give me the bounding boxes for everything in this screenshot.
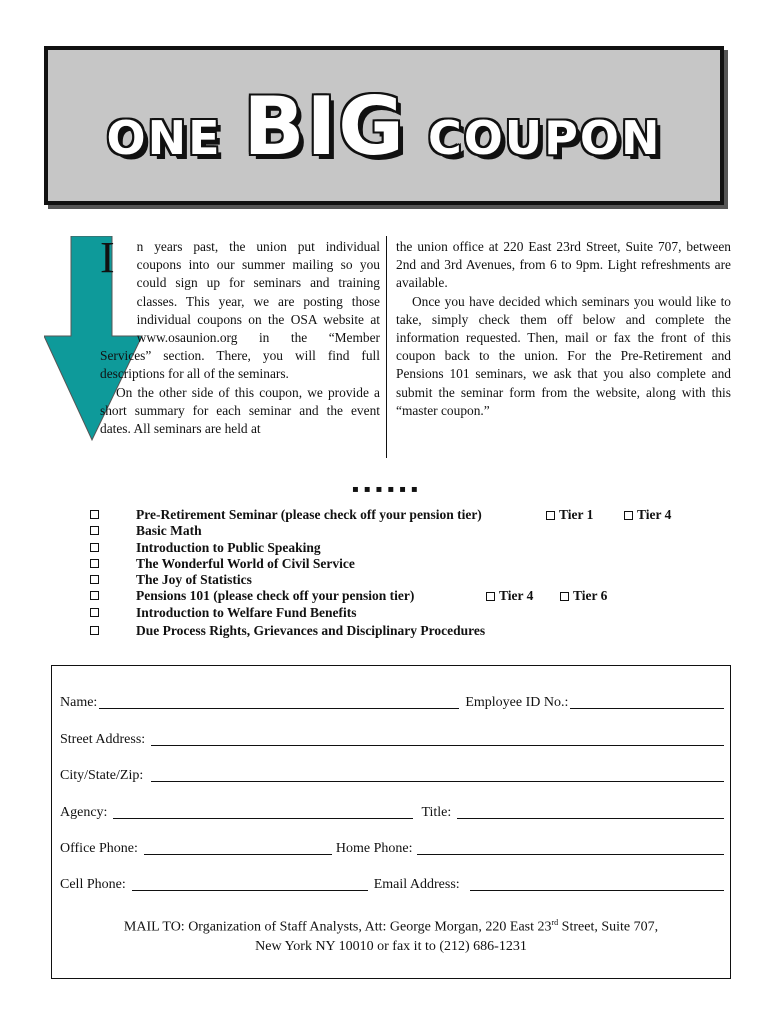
office-phone-field[interactable] xyxy=(144,840,332,855)
seminar-label: Pensions 101 (please check off your pension tier) xyxy=(136,588,415,604)
dropcap: I xyxy=(100,233,115,282)
form-row-cell-email xyxy=(60,876,724,893)
seminar-checkbox[interactable] xyxy=(90,626,99,635)
seminar-checklist xyxy=(90,507,730,639)
email-label: Email Address: xyxy=(373,877,460,892)
mail-line-1 xyxy=(52,913,730,937)
name-label: Name: xyxy=(60,695,98,710)
agency-label: Agency: xyxy=(60,805,108,820)
intro-left-column xyxy=(100,233,380,438)
seminar-label: Introduction to Welfare Fund Benefits xyxy=(136,604,357,620)
seminar-row-pre-retirement xyxy=(90,507,730,523)
seminar-label: Introduction to Public Speaking xyxy=(136,539,321,555)
seminar-label: The Wonderful World of Civil Service xyxy=(136,555,355,571)
form-row-city xyxy=(60,767,724,784)
seminar-checkbox[interactable] xyxy=(90,543,99,552)
seminar-label: Due Process Rights, Grievances and Disciplinary Procedures xyxy=(136,623,486,639)
tier-label: Tier 4 xyxy=(637,507,672,522)
seminar-checkbox[interactable] xyxy=(90,526,99,535)
seminar-label: The Joy of Statistics xyxy=(136,572,252,588)
column-divider xyxy=(386,236,387,458)
intro-paragraph-2: On the other side of this coupon, we provide a short summary for each seminar and the event dates. All seminars are held at xyxy=(100,384,380,437)
form-row-name xyxy=(60,694,724,711)
seminar-row-basic-math xyxy=(90,523,730,539)
seminar-row-welfare-fund xyxy=(90,605,730,621)
seminar-checkbox[interactable] xyxy=(90,608,99,617)
banner-word-one: ONE xyxy=(106,111,222,165)
mail-address-text: MAIL TO: Organization of Staff Analysts, Att: George Morgan, 220 East 23 xyxy=(123,919,552,935)
mail-suite-text: Street, Suite 707, xyxy=(558,919,659,935)
tier-option[interactable] xyxy=(560,588,607,604)
form-row-phones xyxy=(60,840,724,857)
separator: ▪▪▪▪▪▪ xyxy=(352,484,423,495)
mail-ordinal: rd xyxy=(551,918,559,927)
tier-checkbox[interactable] xyxy=(546,511,555,520)
banner-word-coupon: COUPON xyxy=(427,111,662,165)
street-label: Street Address: xyxy=(60,732,146,747)
banner-title xyxy=(48,80,720,173)
tier-checkbox[interactable] xyxy=(560,592,569,601)
banner xyxy=(44,46,724,205)
seminar-row-statistics xyxy=(90,572,730,588)
agency-field[interactable] xyxy=(113,804,413,819)
home-phone-field[interactable] xyxy=(417,840,725,855)
seminar-row-due-process xyxy=(90,623,730,639)
tier-label: Tier 1 xyxy=(559,507,594,522)
intro-paragraph-3: the union office at 220 East 23rd Street, Suite 707, between 2nd and 3rd Avenues, from 6 to 9pm. Light refreshments are available. xyxy=(396,239,731,291)
employee-id-label: Employee ID No.: xyxy=(465,695,569,710)
title-label: Title: xyxy=(421,805,452,820)
office-phone-label: Office Phone: xyxy=(60,841,138,856)
seminar-checkbox[interactable] xyxy=(90,575,99,584)
city-label: City/State/Zip: xyxy=(60,768,144,783)
name-field[interactable] xyxy=(99,694,459,709)
seminar-label: Pre-Retirement Seminar (please check off your pension tier) xyxy=(136,507,482,522)
intro-paragraph-1: n years past, the union put individual coupons into our summer mailing so you could sign up for seminars and training classes. This year, we are posting those individual coupons on the OSA website at www.osaunion.org in the “Member Services” section. There, you will find full descriptions for all of the seminars. xyxy=(100,239,380,382)
form-row-street xyxy=(60,731,724,748)
seminar-row-civil-service xyxy=(90,556,730,572)
tier-option[interactable] xyxy=(546,507,593,523)
form-row-agency xyxy=(60,804,724,821)
tier-checkbox[interactable] xyxy=(624,511,633,520)
banner-word-big: BIG xyxy=(243,80,406,173)
cell-phone-field[interactable] xyxy=(132,876,368,891)
cell-phone-label: Cell Phone: xyxy=(60,877,126,892)
title-field[interactable] xyxy=(457,804,724,819)
seminar-row-pensions-101 xyxy=(90,588,730,604)
intro-paragraph-4: Once you have decided which seminars you would like to take, simply check them off below and complete the information requested. Then, mail or fax the front of this coupon back to the union. For the Pre-Retirement and Pensions 101 seminars, we ask that you also complete and submit the seminar form from the website, along with this “master coupon.” xyxy=(396,293,731,418)
seminar-checkbox[interactable] xyxy=(90,510,99,519)
mailing-instructions xyxy=(52,913,730,956)
tier-checkbox[interactable] xyxy=(486,592,495,601)
employee-id-field[interactable] xyxy=(570,694,724,709)
tier-label: Tier 4 xyxy=(499,588,534,604)
tier-option[interactable] xyxy=(624,507,671,523)
tier-option[interactable] xyxy=(486,588,533,604)
tier-label: Tier 6 xyxy=(573,588,608,604)
seminar-checkbox[interactable] xyxy=(90,591,99,600)
street-field[interactable] xyxy=(151,731,724,746)
seminar-checkbox[interactable] xyxy=(90,559,99,568)
registration-form xyxy=(51,665,731,979)
seminar-label: Basic Math xyxy=(136,523,202,539)
home-phone-label: Home Phone: xyxy=(335,841,413,856)
city-field[interactable] xyxy=(151,767,724,782)
email-field[interactable] xyxy=(470,876,724,891)
intro-right-column xyxy=(396,238,731,420)
seminar-row-public-speaking xyxy=(90,540,730,556)
mail-line-2: New York NY 10010 or fax it to (212) 686-1231 xyxy=(255,938,527,954)
